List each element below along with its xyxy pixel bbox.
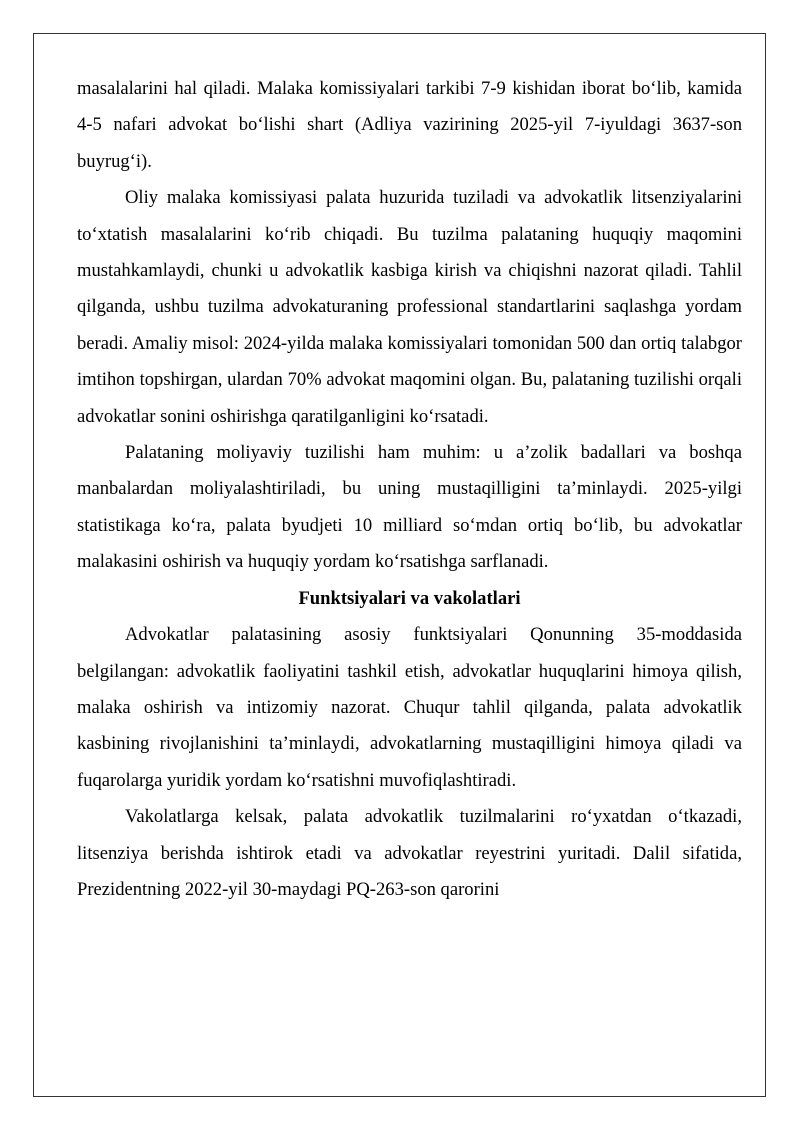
paragraph-continuation: masalalarini hal qiladi. Malaka komissiyalari tarkibi 7-9 kishidan iborat bo‘lib, kamida 4-5 nafari advokat bo‘lishi shart (Adliya vazirining 2025-yil 7-iyuldagi 3637-son buyrug‘i). xyxy=(77,78,742,172)
document-body xyxy=(77,71,742,908)
paragraph-powers: Vakolatlarga kelsak, palata advokatlik tuzilmalarini ro‘yxatdan o‘tkazadi, litsenziya berishda ishtirok etadi va advokatlar reyestrini yuritadi. Dalil sifatida, Prezidentning 2022-yil 30-maydagi PQ-263-son qarorini xyxy=(77,806,742,900)
paragraph-functions: Advokatlar palatasining asosiy funktsiyalari Qonunning 35-moddasida belgilangan: advokatlik faoliyatini tashkil etish, advokatlar huquqlarini himoya qilish, malaka oshirish va intizomiy nazorat. Chuqur tahlil qilganda, palata advokatlik kasbining rivojlanishini ta’minlaydi, advokatlarning mustaqilligini himoya qiladi va fuqarolarga yuridik yordam ko‘rsatishni muvofiqlashtiradi. xyxy=(77,624,742,791)
section-heading: Funktsiyalari va vakolatlari xyxy=(298,587,521,609)
paragraph-finance: Palataning moliyaviy tuzilishi ham muhim: u a’zolik badallari va boshqa manbalardan moliyalashtiriladi, bu uning mustaqilligini ta’minlaydi. 2025-yilgi statistikaga ko‘ra, palata byudjeti 10 milliard so‘mdan ortiq bo‘lib, bu advokatlar malakasini oshirish va huquqiy yordam ko‘rsatishga sarflanadi. xyxy=(77,442,742,573)
paragraph-commission: Oliy malaka komissiyasi palata huzurida tuziladi va advokatlik litsenziyalarini to‘xtatish masalalarini ko‘rib chiqadi. Bu tuzilma palataning huquqiy maqomini mustahkamlaydi, chunki u advokatlik kasbiga kirish va chiqishni nazorat qiladi. Tahlil qilganda, ushbu tuzilma advokaturaning professional standartlarini saqlashga yordam beradi. Amaliy misol: 2024-yilda malaka komissiyalari tomonidan 500 dan ortiq talabgor imtihon topshirgan, ulardan 70% advokat maqomini olgan. Bu, palataning tuzilishi orqali advokatlar sonini oshirishga qaratilganligini ko‘rsatadi. xyxy=(77,187,742,427)
